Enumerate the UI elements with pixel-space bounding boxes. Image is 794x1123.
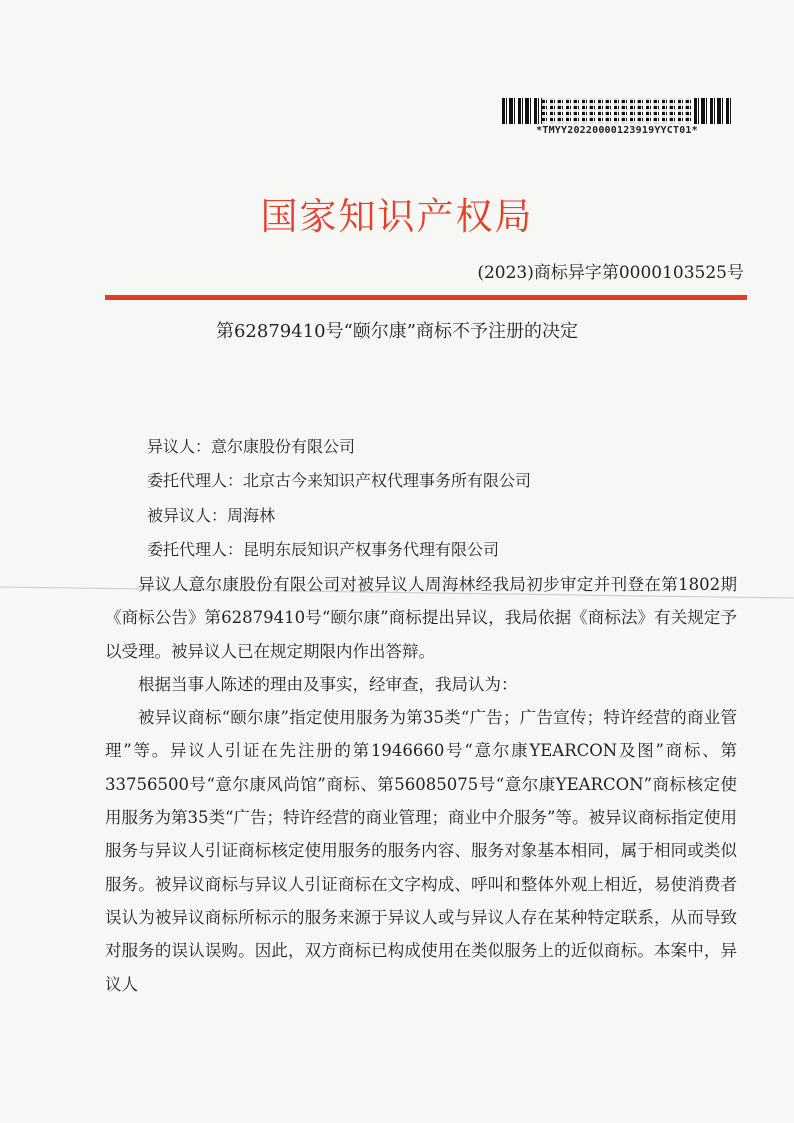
red-divider: [105, 295, 747, 300]
barcode-icon: [502, 98, 732, 124]
opponent-line: 异议人：意尔康股份有限公司: [147, 437, 356, 456]
paragraph-examination: 根据当事人陈述的理由及事实，经审查，我局认为：: [138, 674, 518, 694]
respondent-agent-line: 委托代理人：昆明东辰知识产权事务代理有限公司: [147, 540, 500, 559]
document-number: (2023)商标异字第0000103525号: [477, 263, 744, 283]
opponent-agent-line: 委托代理人：北京古今来知识产权代理事务所有限公司: [147, 471, 532, 490]
paragraph-reasoning: 被异议商标“颐尔康”指定使用服务为第35类“广告；广告宣传；特许经营的商业管理”等。异议人引证在先注册的第1946660号“意尔康YEARCON及图”商标、第33756500号“意尔康风尚馆”商标、第56085075号“意尔康YEARCON”商标核定使用服务为第35类“广告；特许经营的商业管理；商业中介服务”等。被异议商标指定使用服务与异议人引证商标核定使用服务的服务内容、服务对象基本相同，属于相同或类似服务。被异议商标与异议人引证商标在文字构成、呼叫和整体外观上相近，易使消费者误认为被异议商标所标示的服务来源于异议人或与异议人存在某种特定联系，从而导致对服务的误认误购。因此，双方商标已构成使用在类似服务上的近似商标。本案中，异议人: [105, 708, 737, 994]
decision-body: [105, 568, 737, 1001]
barcode-code: *TMYY20220000123919YYCT01*: [536, 125, 698, 136]
issuer-title: 国家知识产权局: [260, 195, 534, 238]
respondent-line: 被异议人：周海林: [147, 506, 276, 525]
paragraph-opposition: 异议人意尔康股份有限公司对被异议人周海林经我局初步审定并刊登在第1802期《商标公告》第62879410号“颐尔康”商标提出异议，我局依据《商标法》有关规定予以受理。被异议人已在规定期限内作出答辩。: [105, 575, 737, 661]
decision-title: 第62879410号“颐尔康”商标不予注册的决定: [215, 321, 579, 342]
barcode-block: [498, 98, 736, 136]
